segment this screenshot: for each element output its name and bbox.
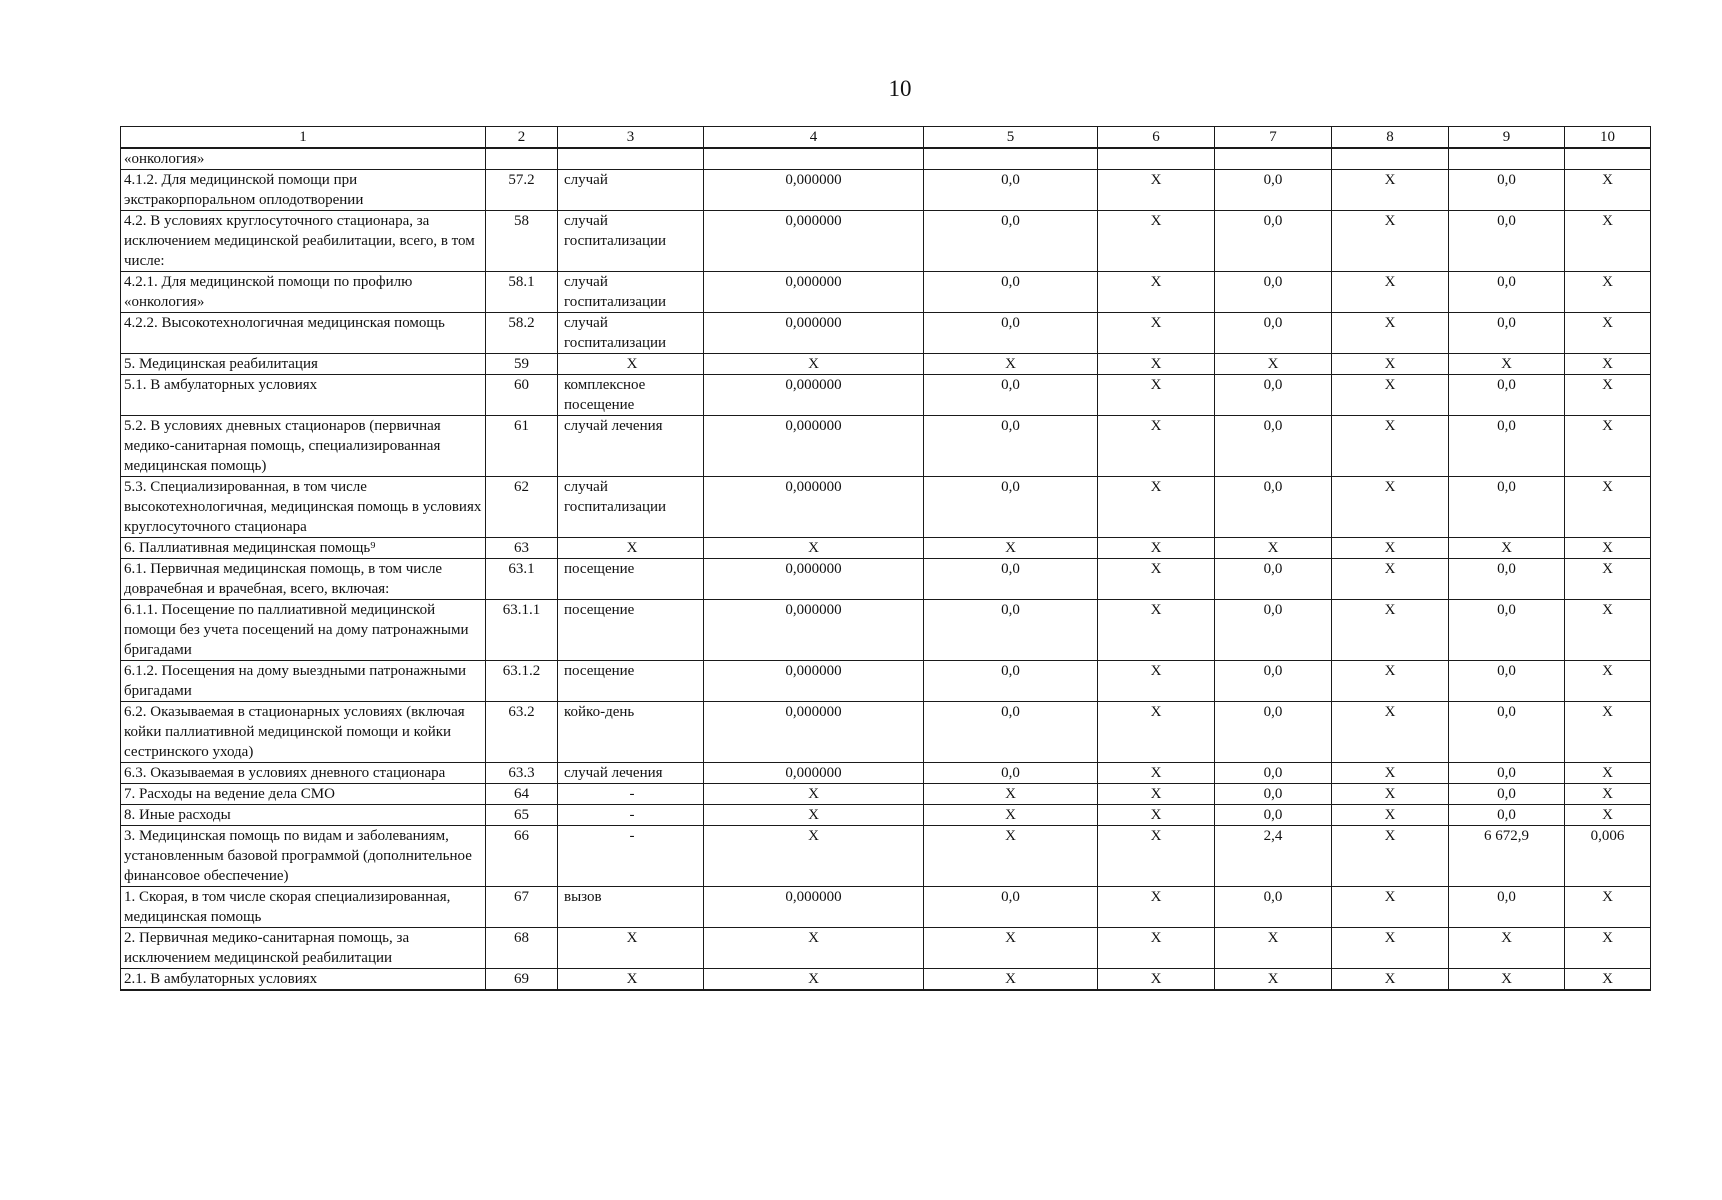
- table-cell: X: [1098, 170, 1215, 211]
- row-label-cell: 6.2. Оказываемая в стационарных условиях (включая койки паллиативной медицинской помощи и койки сестринского ухода): [121, 702, 486, 763]
- table-cell: 0,0: [1215, 702, 1332, 763]
- table-cell: [1332, 148, 1449, 170]
- column-header: 1: [121, 127, 486, 149]
- table-cell: X: [1098, 826, 1215, 887]
- table-cell: 0,0: [1449, 702, 1565, 763]
- table-cell: X: [704, 928, 924, 969]
- table-row: [121, 354, 1651, 375]
- table-cell: 0,0: [1449, 375, 1565, 416]
- table-cell: 0,0: [1215, 559, 1332, 600]
- table-cell: X: [1565, 661, 1651, 702]
- table-cell: X: [924, 969, 1098, 991]
- table-cell: 0,0: [1215, 784, 1332, 805]
- table-cell: случай: [558, 170, 704, 211]
- table-cell: X: [1332, 272, 1449, 313]
- table-cell: 0,000000: [704, 702, 924, 763]
- row-number-cell: [486, 148, 558, 170]
- row-label-cell: 4.1.2. Для медицинской помощи при экстракорпоральном оплодотворении: [121, 170, 486, 211]
- table-cell: 0,0: [1449, 559, 1565, 600]
- table-cell: X: [1098, 928, 1215, 969]
- row-label-cell: 4.2.1. Для медицинской помощи по профилю «онкология»: [121, 272, 486, 313]
- table-cell: X: [1332, 826, 1449, 887]
- row-label-cell: 6.1. Первичная медицинская помощь, в том числе доврачебная и врачебная, всего, включая:: [121, 559, 486, 600]
- table-cell: X: [704, 805, 924, 826]
- table-cell: 0,0: [1449, 211, 1565, 272]
- row-number-cell: 63.1: [486, 559, 558, 600]
- table-cell: 0,000000: [704, 272, 924, 313]
- table-cell: [1449, 148, 1565, 170]
- table-cell: посещение: [558, 559, 704, 600]
- table-cell: 0,000000: [704, 661, 924, 702]
- table-cell: 0,0: [1449, 887, 1565, 928]
- row-label-cell: «онкология»: [121, 148, 486, 170]
- table-cell: X: [1565, 211, 1651, 272]
- table-cell: X: [1332, 313, 1449, 354]
- row-label-cell: 7. Расходы на ведение дела СМО: [121, 784, 486, 805]
- table-cell: X: [1332, 928, 1449, 969]
- table-cell: 0,0: [1215, 887, 1332, 928]
- table-cell: X: [1098, 272, 1215, 313]
- table-cell: X: [1565, 559, 1651, 600]
- table-cell: X: [1215, 354, 1332, 375]
- row-label-cell: 2.1. В амбулаторных условиях: [121, 969, 486, 991]
- table-cell: случай госпитализации: [558, 211, 704, 272]
- table-cell: 0,000000: [704, 375, 924, 416]
- table-cell: X: [1098, 784, 1215, 805]
- table-cell: 0,0: [1449, 416, 1565, 477]
- table-row: [121, 559, 1651, 600]
- table-row: [121, 600, 1651, 661]
- table-cell: 2,4: [1215, 826, 1332, 887]
- table-cell: 0,006: [1565, 826, 1651, 887]
- table-cell: X: [1565, 170, 1651, 211]
- table-cell: [1098, 148, 1215, 170]
- table-cell: X: [1215, 928, 1332, 969]
- table-cell: X: [704, 826, 924, 887]
- table-cell: 0,0: [924, 702, 1098, 763]
- table-cell: X: [1565, 763, 1651, 784]
- table-row: [121, 477, 1651, 538]
- table-cell: 0,0: [924, 272, 1098, 313]
- row-label-cell: 2. Первичная медико-санитарная помощь, за исключением медицинской реабилитации: [121, 928, 486, 969]
- table-cell: 0,0: [1215, 375, 1332, 416]
- table-cell: 0,0: [924, 559, 1098, 600]
- table-cell: X: [1449, 928, 1565, 969]
- table-cell: 0,0: [1215, 313, 1332, 354]
- column-header: 3: [558, 127, 704, 149]
- table-cell: X: [1565, 272, 1651, 313]
- table-cell: 0,0: [1449, 784, 1565, 805]
- table-cell: X: [1565, 416, 1651, 477]
- table-cell: посещение: [558, 661, 704, 702]
- table-cell: X: [1449, 538, 1565, 559]
- table-cell: X: [1332, 763, 1449, 784]
- table-cell: X: [558, 928, 704, 969]
- row-number-cell: 68: [486, 928, 558, 969]
- table-cell: X: [1332, 538, 1449, 559]
- table-header-row: [121, 127, 1651, 149]
- table-cell: -: [558, 805, 704, 826]
- table-cell: 0,000000: [704, 559, 924, 600]
- table-row: [121, 928, 1651, 969]
- table-cell: X: [1098, 538, 1215, 559]
- table-cell: X: [1332, 805, 1449, 826]
- row-number-cell: 69: [486, 969, 558, 991]
- table-row: [121, 702, 1651, 763]
- table-row: [121, 416, 1651, 477]
- table-cell: 0,0: [1215, 763, 1332, 784]
- row-number-cell: 66: [486, 826, 558, 887]
- table-cell: X: [1565, 928, 1651, 969]
- table-cell: 0,0: [924, 416, 1098, 477]
- table-cell: 0,0: [1215, 272, 1332, 313]
- table-cell: X: [1098, 702, 1215, 763]
- row-label-cell: 4.2. В условиях круглосуточного стационара, за исключением медицинской реабилитации, всего, в том числе:: [121, 211, 486, 272]
- table-cell: 0,0: [924, 211, 1098, 272]
- table-cell: X: [1332, 559, 1449, 600]
- table-cell: X: [1449, 969, 1565, 991]
- table-cell: [1215, 148, 1332, 170]
- table-cell: X: [924, 928, 1098, 969]
- table-cell: 0,0: [1215, 416, 1332, 477]
- table-cell: 0,0: [924, 477, 1098, 538]
- table-cell: X: [1332, 416, 1449, 477]
- table-cell: 0,000000: [704, 170, 924, 211]
- table-cell: X: [1565, 600, 1651, 661]
- table-cell: 0,0: [924, 313, 1098, 354]
- table-cell: X: [558, 354, 704, 375]
- table-cell: X: [924, 805, 1098, 826]
- table-cell: [558, 148, 704, 170]
- table-cell: X: [1332, 784, 1449, 805]
- row-label-cell: 8. Иные расходы: [121, 805, 486, 826]
- table-row: [121, 148, 1651, 170]
- table-row: [121, 538, 1651, 559]
- table-cell: X: [1098, 887, 1215, 928]
- table-row: [121, 784, 1651, 805]
- row-label-cell: 6. Паллиативная медицинская помощь⁹: [121, 538, 486, 559]
- table-row: [121, 763, 1651, 784]
- table-cell: 0,0: [924, 375, 1098, 416]
- table-cell: X: [1565, 375, 1651, 416]
- data-table: [120, 126, 1651, 991]
- column-header: 6: [1098, 127, 1215, 149]
- table-cell: 0,000000: [704, 763, 924, 784]
- row-number-cell: 63: [486, 538, 558, 559]
- table-cell: случай лечения: [558, 763, 704, 784]
- column-header: 10: [1565, 127, 1651, 149]
- column-header: 8: [1332, 127, 1449, 149]
- table-cell: [924, 148, 1098, 170]
- row-label-cell: 6.1.1. Посещение по паллиативной медицинской помощи без учета посещений на дому патронажными бригадами: [121, 600, 486, 661]
- table-cell: 0,0: [1215, 170, 1332, 211]
- table-cell: 0,000000: [704, 313, 924, 354]
- table-cell: случай госпитализации: [558, 477, 704, 538]
- table-cell: случай госпитализации: [558, 272, 704, 313]
- row-label-cell: 1. Скорая, в том числе скорая специализированная, медицинская помощь: [121, 887, 486, 928]
- table-cell: комплексное посещение: [558, 375, 704, 416]
- table-cell: X: [704, 784, 924, 805]
- table-cell: X: [924, 784, 1098, 805]
- table-cell: X: [1332, 170, 1449, 211]
- table-cell: -: [558, 784, 704, 805]
- row-label-cell: 6.3. Оказываемая в условиях дневного стационара: [121, 763, 486, 784]
- table-cell: 0,0: [1449, 763, 1565, 784]
- table-cell: X: [1332, 887, 1449, 928]
- table-cell: X: [704, 969, 924, 991]
- table-cell: 0,0: [1449, 477, 1565, 538]
- table-cell: X: [1332, 211, 1449, 272]
- table-cell: X: [1332, 661, 1449, 702]
- table-cell: X: [1098, 354, 1215, 375]
- table-cell: 0,0: [924, 661, 1098, 702]
- table-cell: X: [1098, 375, 1215, 416]
- table-cell: X: [1098, 211, 1215, 272]
- table-cell: X: [1565, 702, 1651, 763]
- row-number-cell: 67: [486, 887, 558, 928]
- table-row: [121, 969, 1651, 991]
- row-number-cell: 58.1: [486, 272, 558, 313]
- table-cell: 0,0: [1449, 313, 1565, 354]
- table-cell: [1565, 148, 1651, 170]
- page-number: 10: [888, 76, 912, 101]
- table-cell: 0,0: [924, 763, 1098, 784]
- table-cell: 0,000000: [704, 211, 924, 272]
- table-cell: 0,0: [1449, 805, 1565, 826]
- row-label-cell: 5.3. Специализированная, в том числе высокотехнологичная, медицинская помощь в условиях круглосуточного стационара: [121, 477, 486, 538]
- table-cell: X: [1449, 354, 1565, 375]
- table-cell: вызов: [558, 887, 704, 928]
- table-cell: X: [924, 354, 1098, 375]
- table-cell: 0,000000: [704, 416, 924, 477]
- row-number-cell: 64: [486, 784, 558, 805]
- table-cell: 0,0: [924, 600, 1098, 661]
- table-row: [121, 313, 1651, 354]
- row-number-cell: 60: [486, 375, 558, 416]
- table-cell: посещение: [558, 600, 704, 661]
- table-cell: случай госпитализации: [558, 313, 704, 354]
- table-cell: 0,0: [924, 887, 1098, 928]
- table-cell: X: [1332, 600, 1449, 661]
- table-cell: 0,0: [1215, 600, 1332, 661]
- column-header: 5: [924, 127, 1098, 149]
- row-label-cell: 6.1.2. Посещения на дому выездными патронажными бригадами: [121, 661, 486, 702]
- row-label-cell: 5.2. В условиях дневных стационаров (первичная медико-санитарная помощь, специализированная медицинская помощь): [121, 416, 486, 477]
- table-cell: X: [704, 354, 924, 375]
- table-cell: X: [704, 538, 924, 559]
- table-cell: X: [1565, 969, 1651, 991]
- table-cell: X: [558, 969, 704, 991]
- table-cell: X: [1565, 313, 1651, 354]
- table-cell: X: [1098, 416, 1215, 477]
- table-row: [121, 375, 1651, 416]
- column-header: 4: [704, 127, 924, 149]
- table-cell: 0,0: [1449, 600, 1565, 661]
- table-cell: X: [1215, 538, 1332, 559]
- column-header: 7: [1215, 127, 1332, 149]
- table-cell: X: [1332, 477, 1449, 538]
- table-cell: X: [1332, 354, 1449, 375]
- table-cell: 0,0: [1449, 661, 1565, 702]
- table-cell: X: [1098, 661, 1215, 702]
- table-cell: 0,0: [1449, 272, 1565, 313]
- table-cell: X: [1215, 969, 1332, 991]
- table-row: [121, 170, 1651, 211]
- table-cell: X: [1565, 887, 1651, 928]
- table-cell: X: [1565, 805, 1651, 826]
- column-header: 2: [486, 127, 558, 149]
- table-cell: 0,0: [1449, 170, 1565, 211]
- table-row: [121, 272, 1651, 313]
- table-cell: X: [1098, 477, 1215, 538]
- row-number-cell: 63.1.1: [486, 600, 558, 661]
- table-cell: 0,000000: [704, 477, 924, 538]
- table-cell: X: [1098, 969, 1215, 991]
- table-cell: случай лечения: [558, 416, 704, 477]
- row-number-cell: 58.2: [486, 313, 558, 354]
- table-cell: койко-день: [558, 702, 704, 763]
- row-number-cell: 63.2: [486, 702, 558, 763]
- table-cell: 0,0: [1215, 211, 1332, 272]
- row-label-cell: 4.2.2. Высокотехнологичная медицинская помощь: [121, 313, 486, 354]
- row-number-cell: 57.2: [486, 170, 558, 211]
- table-cell: X: [924, 826, 1098, 887]
- row-number-cell: 63.1.2: [486, 661, 558, 702]
- table-cell: X: [1098, 763, 1215, 784]
- table-cell: X: [1098, 559, 1215, 600]
- row-label-cell: 3. Медицинская помощь по видам и заболеваниям, установленным базовой программой (дополнительное финансовое обеспечение): [121, 826, 486, 887]
- table-cell: 0,0: [1215, 661, 1332, 702]
- table-row: [121, 211, 1651, 272]
- row-number-cell: 62: [486, 477, 558, 538]
- table-cell: X: [1098, 600, 1215, 661]
- table-cell: X: [1098, 805, 1215, 826]
- row-label-cell: 5.1. В амбулаторных условиях: [121, 375, 486, 416]
- table-cell: X: [1565, 784, 1651, 805]
- table-cell: -: [558, 826, 704, 887]
- table-cell: 0,0: [1215, 805, 1332, 826]
- table-row: [121, 826, 1651, 887]
- table-cell: X: [924, 538, 1098, 559]
- row-number-cell: 59: [486, 354, 558, 375]
- table-cell: X: [558, 538, 704, 559]
- table-cell: 0,000000: [704, 887, 924, 928]
- table-cell: 0,000000: [704, 600, 924, 661]
- table-cell: X: [1565, 354, 1651, 375]
- table-row: [121, 805, 1651, 826]
- table-cell: X: [1332, 969, 1449, 991]
- row-number-cell: 58: [486, 211, 558, 272]
- row-number-cell: 61: [486, 416, 558, 477]
- table-row: [121, 887, 1651, 928]
- table-cell: X: [1332, 702, 1449, 763]
- table-cell: 6 672,9: [1449, 826, 1565, 887]
- table-cell: [704, 148, 924, 170]
- table-cell: X: [1565, 538, 1651, 559]
- row-number-cell: 63.3: [486, 763, 558, 784]
- table-cell: X: [1565, 477, 1651, 538]
- table-cell: X: [1098, 313, 1215, 354]
- column-header: 9: [1449, 127, 1565, 149]
- table-cell: X: [1332, 375, 1449, 416]
- row-label-cell: 5. Медицинская реабилитация: [121, 354, 486, 375]
- table-cell: 0,0: [1215, 477, 1332, 538]
- row-number-cell: 65: [486, 805, 558, 826]
- table-cell: 0,0: [924, 170, 1098, 211]
- table-row: [121, 661, 1651, 702]
